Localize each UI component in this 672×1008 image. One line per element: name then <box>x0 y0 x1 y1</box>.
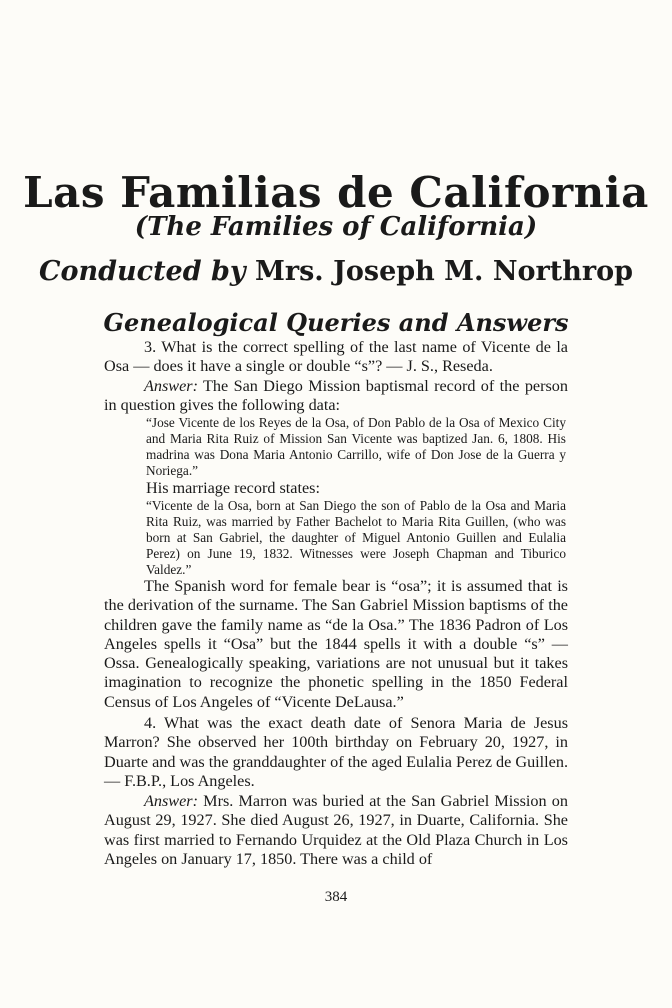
query-3-answer <box>104 377 568 416</box>
query-4-answer <box>104 792 568 869</box>
query-3-question: 3. What is the correct spelling of the last name of Vicente de la Osa — does it have a single or double “s”? — J. S., Reseda. <box>104 338 568 376</box>
article-byline <box>0 256 672 287</box>
marriage-record-intro: His marriage record states: <box>146 479 320 497</box>
query-4-question: 4. What was the exact death date of Senora Maria de Jesus Marron? She observed her 100th birthday on February 20, 1927, in Duarte and was the granddaughter of the aged Eulalia Perez de Guillen. — F.B.P., Los Angeles. <box>104 714 568 790</box>
article-title: Las Familias de California <box>23 168 649 217</box>
answer-text: The San Diego Mission baptismal record of the person in question gives the following data: <box>104 377 568 415</box>
byline-author: Mrs. Joseph M. Northrop <box>254 256 633 287</box>
answer-label: Answer: <box>144 377 198 395</box>
article-subtitle: (The Families of California) <box>134 212 538 242</box>
byline-prefix: Conducted by <box>39 256 246 287</box>
query-3-conclusion: The Spanish word for female bear is “osa”; it is assumed that is the derivation of the surname. The San Gabriel Mission baptisms of the children gave the family name as “de la Osa.” The 1836 Padron of Los Angeles spells it “Osa” but the 1844 spells it with a double “s” — Ossa. Genealogically speaking, variations are not unusual but it takes imagination to recognize the phonetic spelling in the 1850 Federal Census of Los Angeles of “Vicente DeLausa.” <box>104 577 568 711</box>
baptism-record-quote: “Jose Vicente de los Reyes de la Osa, of Don Pablo de la Osa of Mexico City and Maria Rita Ruiz of Mission San Vicente was baptized Jan. 6, 1808. His madrina was Dona Maria Antonio Carrillo, wife of Don Jose de la Guerra y Noriega.” <box>146 415 566 478</box>
marriage-record-quote: “Vicente de la Osa, born at San Diego the son of Pablo de la Osa and Maria Rita Ruiz, was married by Father Bachelot to Maria Rita Guillen, (who was born at San Gabriel, the daughter of Miguel Antonio Guillen and Eulalia Perez) on June 19, 1832. Witnesses were Joseph Chapman and Tiburico Valdez.” <box>146 498 566 577</box>
page-number: 384 <box>324 889 348 905</box>
answer-text: Mrs. Marron was buried at the San Gabriel Mission on August 29, 1927. She died August 26, 1927, in Duarte, California. She was first married to Fernando Urquidez at the Old Plaza Church in Los Angeles on January 17, 1850. There was a child of <box>104 792 568 868</box>
answer-label: Answer: <box>144 792 198 810</box>
section-heading: Genealogical Queries and Answers <box>103 308 569 337</box>
